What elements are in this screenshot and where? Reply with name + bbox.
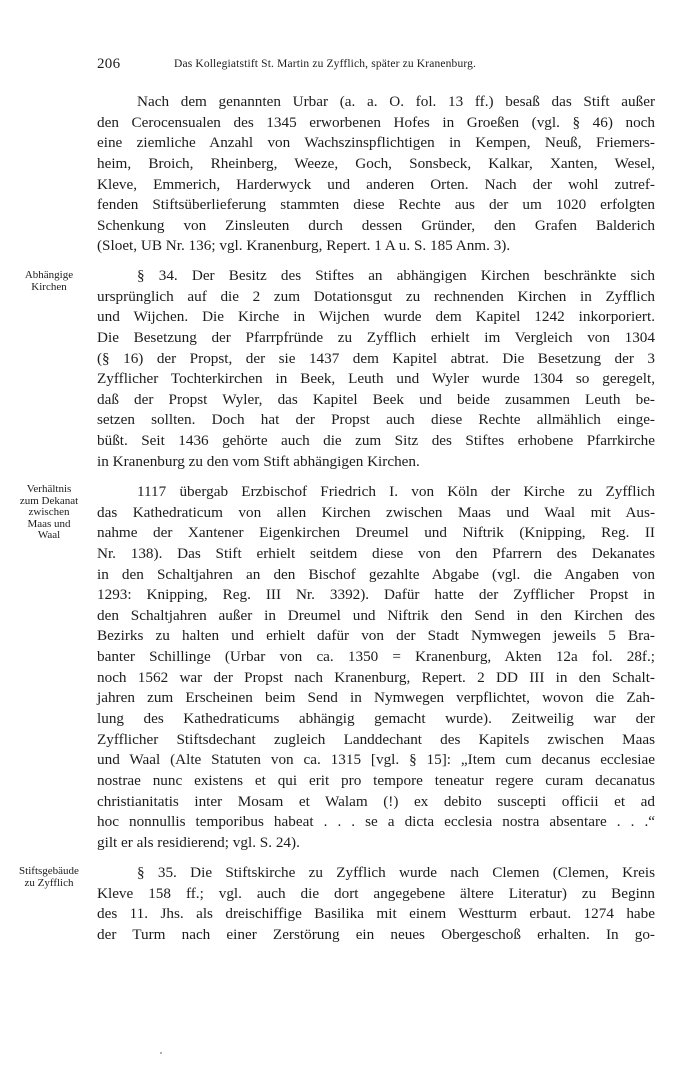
- margin-note-line: zum Dekanat: [19, 494, 79, 507]
- text-line: und Wijchen. Die Kirche in Wijchen wurde dem Kapitel 1242 inkorporiert.: [97, 308, 655, 326]
- scan-speck: [160, 1052, 162, 1054]
- text-line: banter Schillinge (Urbar von ca. 1350 = Kranenburg, Akten 12a fol. 28f.;: [97, 648, 655, 666]
- text-line: Nr. 138). Das Stift erhielt seitdem diese von den Pfarrern des Dekanates: [97, 544, 655, 562]
- margin-note-line: Abhängige: [24, 269, 74, 281]
- text-line: Bezirks zu halten und erhielt dafür von der Stadt Nymwegen jeweils 5 Bra-: [97, 627, 655, 645]
- paragraph-kathedraticum: [97, 482, 655, 854]
- text-line: Die Besetzung der Pfarrpfründe zu Zyfflich erhielt im Vergleich von 1304: [97, 328, 655, 346]
- text-line: Nach dem genannten Urbar (a. a. O. fol. 13 ff.) besaß das Stift außer: [137, 93, 655, 110]
- margin-note-line: Waal: [37, 529, 61, 541]
- text-line: eine ziemliche Anzahl von Wachszinspflichtigen in Kempen, Neuß, Friemers-: [97, 134, 655, 152]
- text-line: § 35. Die Stiftskirche zu Zyfflich wurde nach Clemen (Clemen, Kreis: [137, 864, 655, 881]
- margin-note-line: zu Zyfflich: [24, 876, 74, 889]
- text-line: 1117 übergab Erzbischof Friedrich I. von Köln der Kirche zu Zyfflich: [137, 483, 655, 500]
- text-line: nahme der Xantener Eigenkirchen Dreumel und Niftrik (Knipping, Reg. II: [97, 524, 655, 542]
- text-line: Zyfflicher Stiftsdechant zugleich Landdechant des Kapitels zwischen Maas: [97, 730, 655, 748]
- paragraph-abhaengige-kirchen: [97, 266, 655, 472]
- text-line: in den Schaltjahren an den Bischof gezahlte Abgabe (vgl. die Angaben von: [97, 565, 655, 583]
- text-line: fenden Stiftsüberlieferung stammten diese Rechte aus der um 1020 erfolgten: [97, 196, 655, 214]
- text-line: der Turm nach einer Zerstörung ein neues Obergeschoß erhalten. In go-: [97, 925, 655, 943]
- margin-note-abhaengige-kirchen: [6, 270, 92, 293]
- text-line: und Waal (Alte Statuten von ca. 1315 [vgl. § 15]: „Item cum decanus ecclesiae: [97, 751, 655, 769]
- text-line: Kleve, Emmerich, Harderwyck und anderen Orten. Nach der wohl zutref-: [97, 175, 655, 193]
- running-title: Das Kollegiatstift St. Martin zu Zyfflich, später zu Kranenburg.: [174, 58, 477, 70]
- margin-note-line: Kirchen: [31, 280, 67, 293]
- text-line: daß der Propst Wyler, das Kapitel Beek und beide zusammen Leuth be-: [97, 390, 655, 408]
- text-line: Zyfflicher Tochterkirchen in Beek, Leuth und Wyler wurde 1304 so geregelt,: [97, 370, 655, 388]
- text-line: § 34. Der Besitz des Stiftes an abhängigen Kirchen beschränkte sich: [137, 267, 655, 284]
- text-line: gilt er als residierend; vgl. S. 24).: [97, 833, 300, 851]
- text-line: (§ 16) der Propst, der sie 1437 dem Kapitel abtrat. Die Besetzung der 3: [97, 349, 655, 367]
- text-line: noch 1562 war der Propst nach Kranenburg, Repert. 2 DD III in den Schalt-: [97, 668, 655, 686]
- text-line: Kleve 158 ff.; vgl. auch die dort angegebene ältere Literatur) zu Beginn: [97, 884, 655, 902]
- text-line: nostrae nunc existens et qui erit pro tempore teneatur regere curam decanatus: [97, 771, 655, 789]
- text-line: (Sloet, UB Nr. 136; vgl. Kranenburg, Repert. 1 A u. S. 185 Anm. 3).: [97, 237, 511, 255]
- margin-note-stiftsgebaeude: [6, 866, 92, 889]
- text-line: den Schaltjahren außer in Dreumel und Niftrik den Send in den Kirchen des: [97, 606, 655, 624]
- text-line: Schenkung von Zinsleuten durch dessen Gründer, den Grafen Balderich: [97, 216, 655, 234]
- text-line: ursprünglich auf die 2 zum Dotationsgut zu rechnenden Kirchen in Zyfflich: [97, 287, 655, 305]
- page-header: [97, 56, 657, 76]
- text-line: büßt. Seit 1436 gehörte auch die zum Sitz des Stiftes erhobene Pfarrkirche: [97, 432, 655, 450]
- text-line: in Kranenburg zu den vom Stift abhängigen Kirchen.: [97, 452, 420, 470]
- text-line: heim, Broich, Rheinberg, Weeze, Goch, Sonsbeck, Kalkar, Xanten, Wesel,: [97, 154, 655, 172]
- margin-note-verhaeltnis-dekanat: [6, 484, 92, 542]
- text-line: den Cerocensualen des 1345 erworbenen Hofes in Groeßen (vgl. § 46) noch: [97, 113, 655, 131]
- paragraph-wachszins: [97, 92, 655, 257]
- text-line: das Kathedraticum von allen Kirchen zwischen Maas und Waal mit Aus-: [97, 503, 655, 521]
- text-line: 1293: Knipping, Reg. III Nr. 3392). Dafür hatte der Zyfflicher Propst in: [97, 586, 655, 604]
- text-line: des 11. Jhs. als dreischiffige Basilika mit einem Westturm erbaut. 1274 habe: [97, 905, 655, 923]
- page-number: 206: [97, 56, 121, 72]
- text-line: christianitatis inter Mosam et Walam (!) ex debito suscepti officii et ad: [97, 792, 655, 810]
- margin-note-line: Verhältnis: [26, 483, 72, 495]
- margin-note-line: Maas und: [27, 517, 71, 530]
- text-line: jahren zum Erscheinen beim Send in Nymwegen verpflichtet, wovon die Zah-: [97, 689, 655, 707]
- margin-note-line: zwischen: [28, 506, 70, 518]
- text-line: setzen sollten. Doch hat der Propst auch diese Rechte allmählich einge-: [97, 411, 655, 429]
- text-line: hoc nonnullis temporibus habeat . . . se a dicta ecclesia nostra absentare . . .“: [97, 813, 655, 831]
- paragraph-stiftskirche: [97, 863, 655, 946]
- margin-note-line: Stiftsgebäude: [19, 865, 79, 877]
- text-line: lung des Kathedraticums abhängig gemacht wurde). Zeitweilig war der: [97, 710, 655, 728]
